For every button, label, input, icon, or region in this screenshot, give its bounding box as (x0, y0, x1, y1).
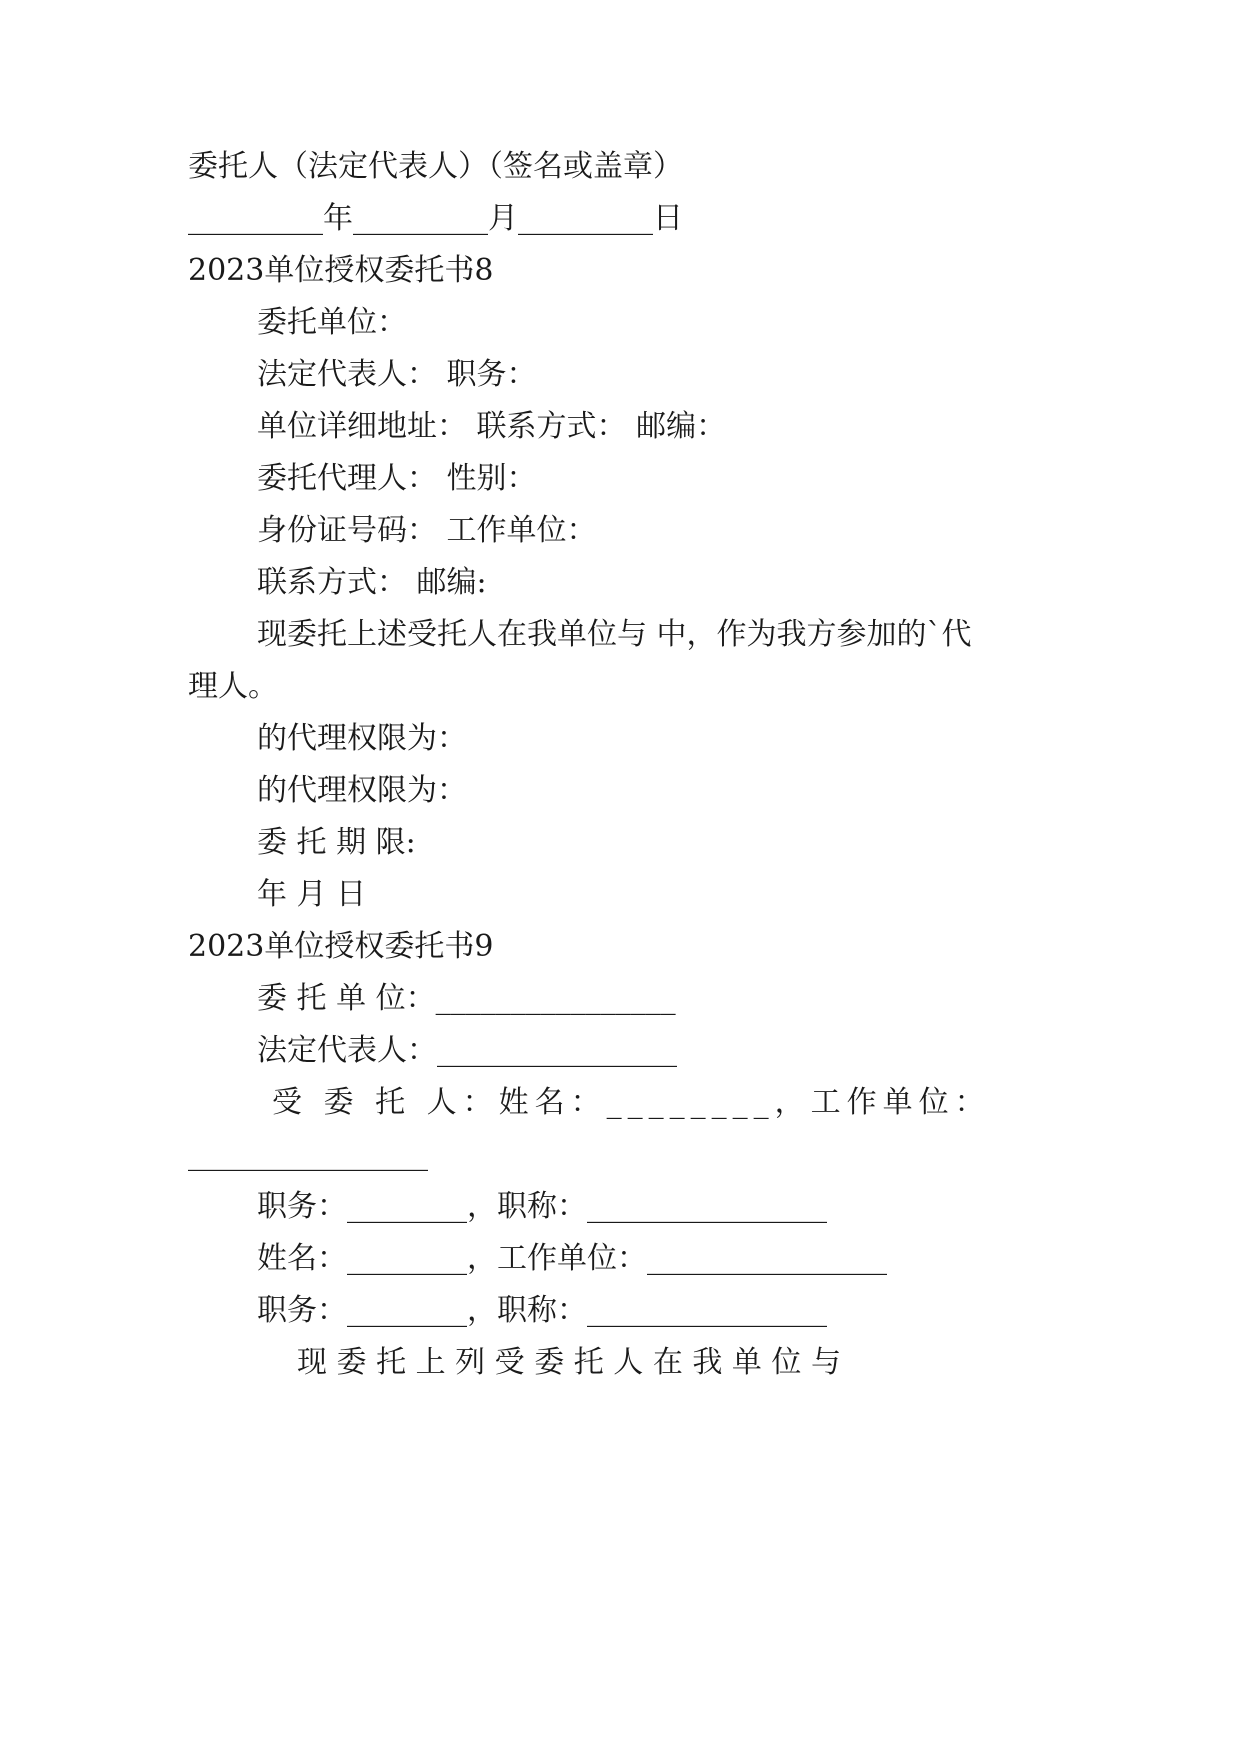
field-agent: 委托代理人： 性别： (257, 461, 537, 496)
field-principal-unit: 委托单位： (257, 305, 407, 340)
signature-line: 委托人（法定代表人）（签名或盖章） (188, 149, 683, 184)
field-legal-rep: 法定代表人： 职务： (257, 357, 537, 392)
paragraph-delegation-9: 现 委 托 上 列 受 委 托 人 在 我 单 位 与 (297, 1345, 841, 1380)
date-line: _________年_________月_________日 (188, 201, 683, 236)
section-heading-8: 2023单位授权委托书8 (188, 253, 494, 288)
field-id-number: 身份证号码： 工作单位： (257, 513, 597, 548)
field-unit-address: 单位详细地址： 联系方式： 邮编： (257, 409, 727, 444)
field-authority-1: 的代理权限为： (257, 721, 467, 756)
field-name-2: 姓名：________，工作单位：________________ (257, 1241, 887, 1276)
field-agent-name-9: 受 委 托 人：姓名：________，工作单位： (272, 1085, 991, 1120)
field-legal-rep-9: 法定代表人：________________ (257, 1033, 677, 1068)
field-principal-unit-9: 委 托 单 位：________________ (257, 981, 676, 1016)
field-date: 年 月 日 (257, 877, 367, 912)
field-position-1: 职务：________，职称：________________ (257, 1189, 827, 1224)
field-position-2: 职务：________，职称：________________ (257, 1293, 827, 1328)
field-authority-2: 的代理权限为： (257, 773, 467, 808)
section-heading-9: 2023单位授权委托书9 (188, 929, 494, 964)
field-term: 委 托 期 限: (257, 825, 416, 860)
field-contact: 联系方式： 邮编: (257, 565, 487, 600)
paragraph-delegation-cont: 理人。 (188, 669, 278, 704)
paragraph-delegation: 现委托上述受托人在我单位与 中，作为我方参加的`代 (257, 617, 972, 652)
field-agent-unit-blank: ________________ (188, 1137, 428, 1172)
